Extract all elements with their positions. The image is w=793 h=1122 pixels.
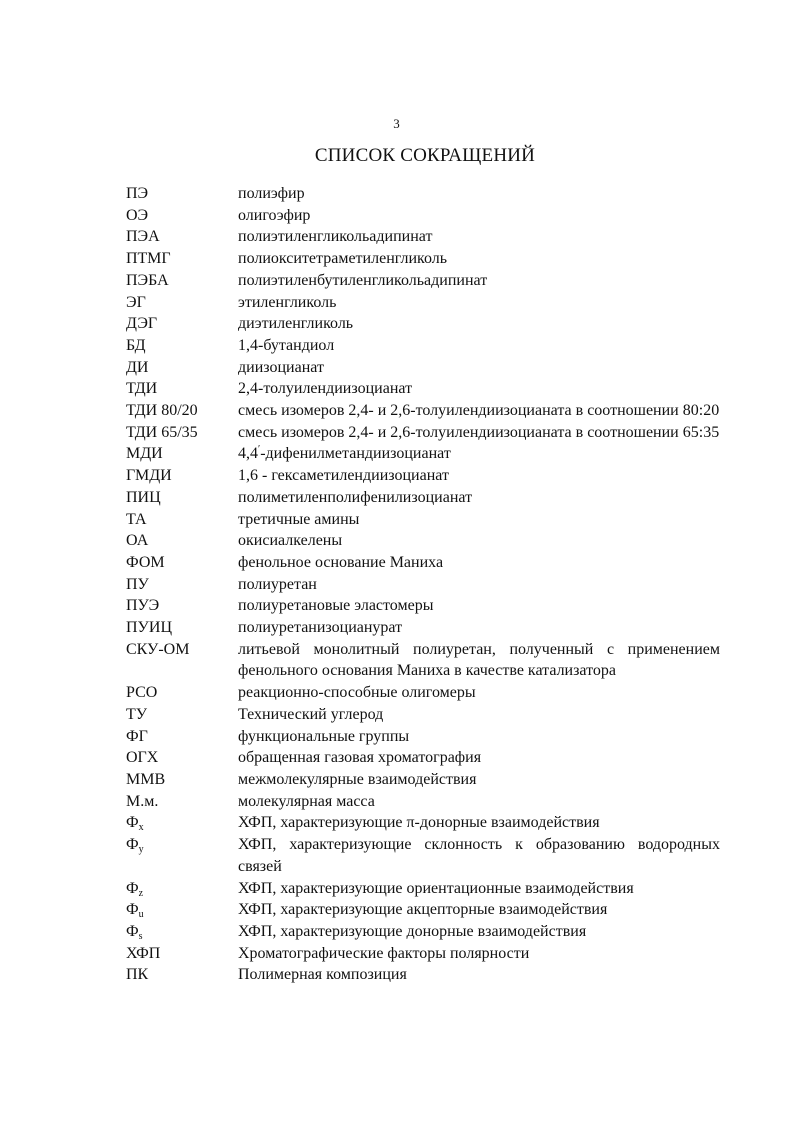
definition: смесь изомеров 2,4- и 2,6-толуилендиизоцианата в соотношении 65:35 xyxy=(238,423,720,441)
definition: Технический углерод xyxy=(238,705,384,723)
abbreviation-row xyxy=(126,422,720,444)
definition: Хроматографические факторы полярности xyxy=(238,944,530,962)
abbreviation-row xyxy=(126,812,720,834)
abbreviation-subscript: u xyxy=(138,909,144,921)
definition: 2,4-толуилендиизоцианат xyxy=(238,380,413,398)
abbreviation-subscript: s xyxy=(138,930,143,942)
abbreviation: ТДИ 80/20 xyxy=(126,402,198,420)
definition: полиуретанизоцианурат xyxy=(238,619,403,637)
definition-part: 4,4 xyxy=(238,445,258,463)
abbreviation-base: Ф xyxy=(126,836,139,854)
abbreviation-row xyxy=(126,943,720,965)
abbreviation-row xyxy=(126,248,720,270)
abbreviation: ММВ xyxy=(126,770,166,788)
abbreviation: ЭГ xyxy=(126,293,146,311)
abbreviation-row xyxy=(126,205,720,227)
definition: функциональные группы xyxy=(238,727,410,745)
abbreviation xyxy=(126,878,238,900)
definition: реакционно-способные олигомеры xyxy=(238,684,476,702)
definition: этиленгликоль xyxy=(238,293,337,311)
definition: полиметиленполифенилизоцианат xyxy=(238,488,473,506)
abbreviation: ПК xyxy=(126,966,149,984)
abbreviation-row xyxy=(126,639,720,682)
abbreviation-row xyxy=(126,487,720,509)
abbreviation: СКУ-ОМ xyxy=(126,640,190,658)
abbreviation: ПЭА xyxy=(126,228,160,246)
abbreviation-row xyxy=(126,335,720,357)
prime-mark: ʹ xyxy=(258,444,261,456)
abbreviation: ПУ xyxy=(126,575,149,593)
definition: полиокситетраметиленгликоль xyxy=(238,250,448,268)
abbreviation-row xyxy=(126,465,720,487)
abbreviation: ХФП xyxy=(126,944,161,962)
definition: ХФП, характеризующие акцепторные взаимодействия xyxy=(238,901,608,919)
abbreviation-row xyxy=(126,443,720,465)
abbreviation xyxy=(126,812,238,834)
abbreviation-row xyxy=(126,726,720,748)
abbreviation: ТА xyxy=(126,510,147,528)
abbreviation: М.м. xyxy=(126,792,159,810)
definition: Полимерная композиция xyxy=(238,966,407,984)
abbreviation-row xyxy=(126,682,720,704)
abbreviation-base: Ф xyxy=(126,879,139,897)
abbreviation-row xyxy=(126,704,720,726)
abbreviation-row xyxy=(126,378,720,400)
abbreviation: ОГХ xyxy=(126,749,159,767)
abbreviation-row xyxy=(126,574,720,596)
abbreviation-row xyxy=(126,509,720,531)
definition: полиэфир xyxy=(238,185,305,202)
abbreviation-row xyxy=(126,617,720,639)
abbreviation-row xyxy=(126,921,720,943)
abbreviation-row xyxy=(126,964,720,986)
abbreviation-row xyxy=(126,226,720,248)
abbreviation: ТДИ 65/35 xyxy=(126,423,198,441)
abbreviation: БД xyxy=(126,336,146,354)
abbreviation-row xyxy=(126,183,720,205)
definition: межмолекулярные взаимодействия xyxy=(238,770,477,788)
abbreviation-list xyxy=(126,183,720,986)
abbreviation: ДИ xyxy=(126,358,149,376)
abbreviation: ПУЭ xyxy=(126,597,160,615)
abbreviation-row xyxy=(126,747,720,769)
definition: молекулярная масса xyxy=(238,792,375,810)
page-number: 3 xyxy=(393,116,400,131)
definition: диизоцианат xyxy=(238,358,324,376)
definition: окисиалкелены xyxy=(238,532,343,550)
definition: полиуретан xyxy=(238,575,317,593)
abbreviation-row xyxy=(126,899,720,921)
abbreviation-row xyxy=(126,313,720,335)
abbreviation: ОА xyxy=(126,532,149,550)
definition-part: -дифенилметандиизоцианат xyxy=(260,445,451,463)
abbreviation: ПУИЦ xyxy=(126,619,172,637)
abbreviation: ТДИ xyxy=(126,380,158,398)
definition xyxy=(238,443,720,465)
definition: ХФП, характеризующие склонность к образованию водородных связей xyxy=(238,836,720,875)
abbreviation: ГМДИ xyxy=(126,467,172,485)
abbreviation: ОЭ xyxy=(126,206,149,224)
abbreviation-row xyxy=(126,530,720,552)
definition: полиэтиленбутиленгликольадипинат xyxy=(238,271,488,289)
definition: полиуретановые эластомеры xyxy=(238,597,434,615)
abbreviation: ТУ xyxy=(126,705,148,723)
definition: ХФП, характеризующие ориентационные взаимодействия xyxy=(238,879,634,897)
abbreviation-row xyxy=(126,878,720,900)
definition: фенольное основание Маниха xyxy=(238,553,444,571)
abbreviation: ПИЦ xyxy=(126,488,161,506)
abbreviation-subscript: x xyxy=(138,822,144,834)
abbreviation: ПЭ xyxy=(126,185,149,202)
abbreviation-base: Ф xyxy=(126,922,139,940)
definition: ХФП, характеризующие донорные взаимодействия xyxy=(238,922,587,940)
definition: обращенная газовая хроматография xyxy=(238,749,482,767)
abbreviation: ДЭГ xyxy=(126,315,158,333)
abbreviation: РСО xyxy=(126,684,158,702)
abbreviation-row xyxy=(126,595,720,617)
abbreviation-row xyxy=(126,552,720,574)
definition: диэтиленгликоль xyxy=(238,315,354,333)
abbreviation xyxy=(126,899,238,921)
abbreviation-row xyxy=(126,357,720,379)
abbreviation-subscript: y xyxy=(138,844,144,856)
abbreviation-row xyxy=(126,400,720,422)
abbreviation-row xyxy=(126,270,720,292)
abbreviation xyxy=(126,921,238,943)
abbreviation: ФОМ xyxy=(126,553,165,571)
abbreviation-subscript: z xyxy=(138,887,144,899)
abbreviation xyxy=(126,834,238,877)
abbreviation-row xyxy=(126,834,720,877)
abbreviation-base: Ф xyxy=(126,814,139,832)
definition: полиэтиленгликольадипинат xyxy=(238,228,433,246)
definition: 1,6 - гексаметилендиизоцианат xyxy=(238,467,449,485)
abbreviation-row xyxy=(126,292,720,314)
definition: третичные амины xyxy=(238,510,360,528)
abbreviation: ФГ xyxy=(126,727,148,745)
abbreviation: ПТМГ xyxy=(126,250,171,268)
abbreviation-base: Ф xyxy=(126,901,139,919)
abbreviation-row xyxy=(126,791,720,813)
definition: литьевой монолитный полиуретан, полученный с применением фенольного основания Маниха в качестве катализатора xyxy=(238,640,720,680)
definition: олигоэфир xyxy=(238,206,311,224)
abbreviation: МДИ xyxy=(126,445,163,463)
definition: смесь изомеров 2,4- и 2,6-толуилендиизоцианата в соотношении 80:20 xyxy=(238,402,720,420)
abbreviation-row xyxy=(126,769,720,791)
page-title: СПИСОК СОКРАЩЕНИЙ xyxy=(314,145,536,166)
abbreviation: ПЭБА xyxy=(126,271,169,289)
definition: 1,4-бутандиол xyxy=(238,336,335,354)
definition: ХФП, характеризующие π-донорные взаимодействия xyxy=(238,814,600,832)
